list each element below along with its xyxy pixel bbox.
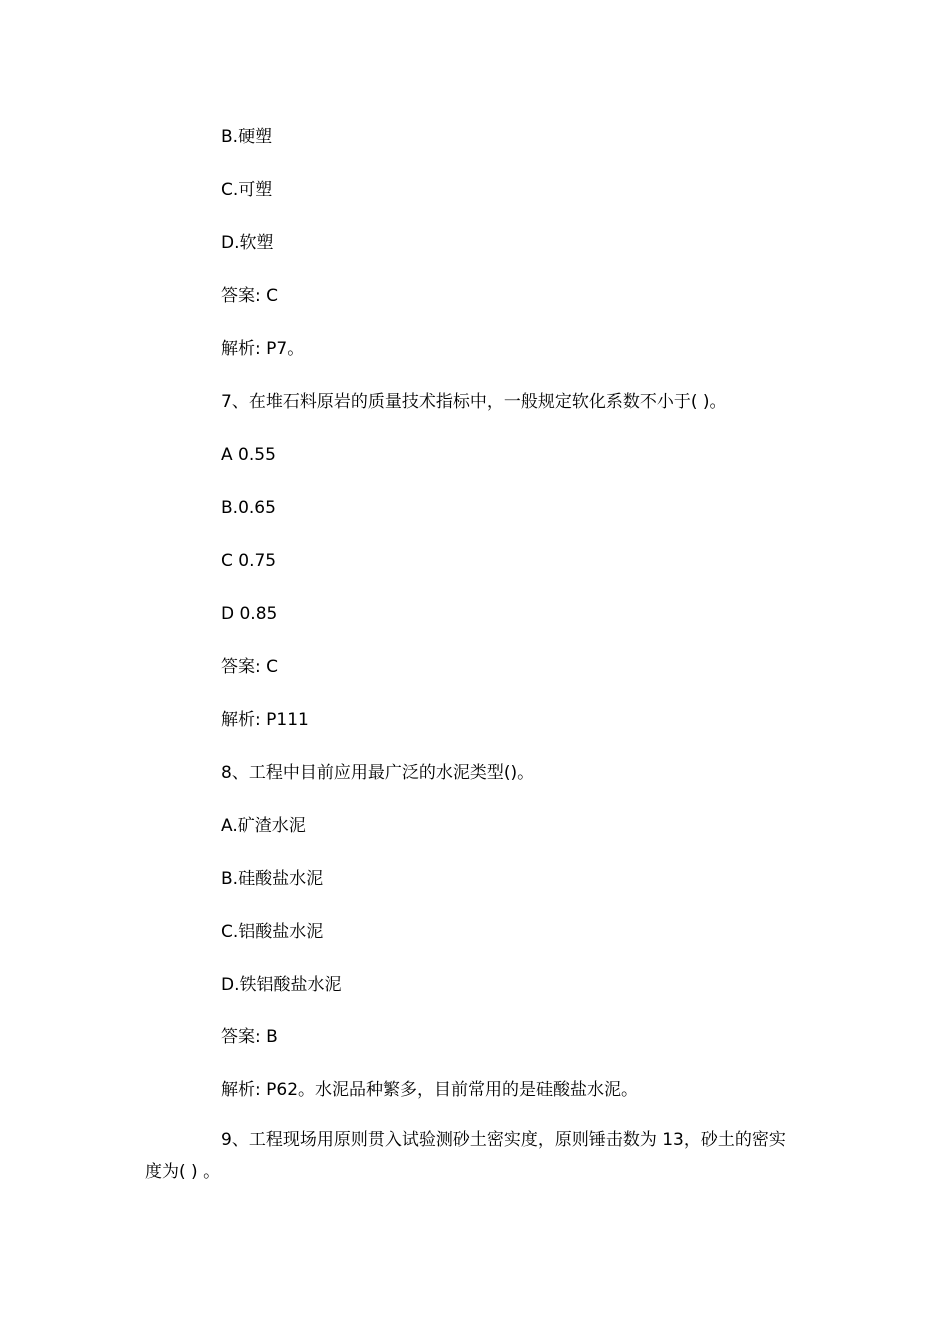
analysis-q8: 解析: P62。水泥品种繁多，目前常用的是硅酸盐水泥。	[221, 1080, 639, 1100]
analysis-q7: 解析: P111	[221, 710, 309, 730]
option-b-q7: B.0.65	[221, 498, 276, 518]
question-9: 9、工程现场用原则贯入试验测砂土密实度，原则锤击数为 13，砂土的密实度为( ) 。	[145, 1130, 786, 1182]
option-b-q6: B.硬塑	[221, 127, 273, 147]
option-b-q8: B.硅酸盐水泥	[221, 869, 324, 889]
option-d-q8: D.铁铝酸盐水泥	[221, 975, 342, 995]
answer-q6: 答案: C	[221, 286, 279, 306]
answer-q8: 答案: B	[221, 1027, 278, 1047]
question-8: 8、工程中目前应用最广泛的水泥类型()。	[221, 763, 535, 783]
option-d-q6: D.软塑	[221, 233, 274, 253]
analysis-q6: 解析: P7。	[221, 339, 305, 359]
option-d-q7: D 0.85	[221, 604, 278, 624]
answer-q7: 答案: C	[221, 657, 279, 677]
option-a-q8: A.矿渣水泥	[221, 816, 306, 836]
question-7: 7、在堆石料原岩的质量技术指标中，一般规定软化系数不小于( )。	[221, 392, 727, 412]
option-c-q6: C.可塑	[221, 180, 273, 200]
option-c-q7: C 0.75	[221, 551, 277, 571]
option-a-q7: A 0.55	[221, 445, 276, 465]
option-c-q8: C.铝酸盐水泥	[221, 922, 324, 942]
